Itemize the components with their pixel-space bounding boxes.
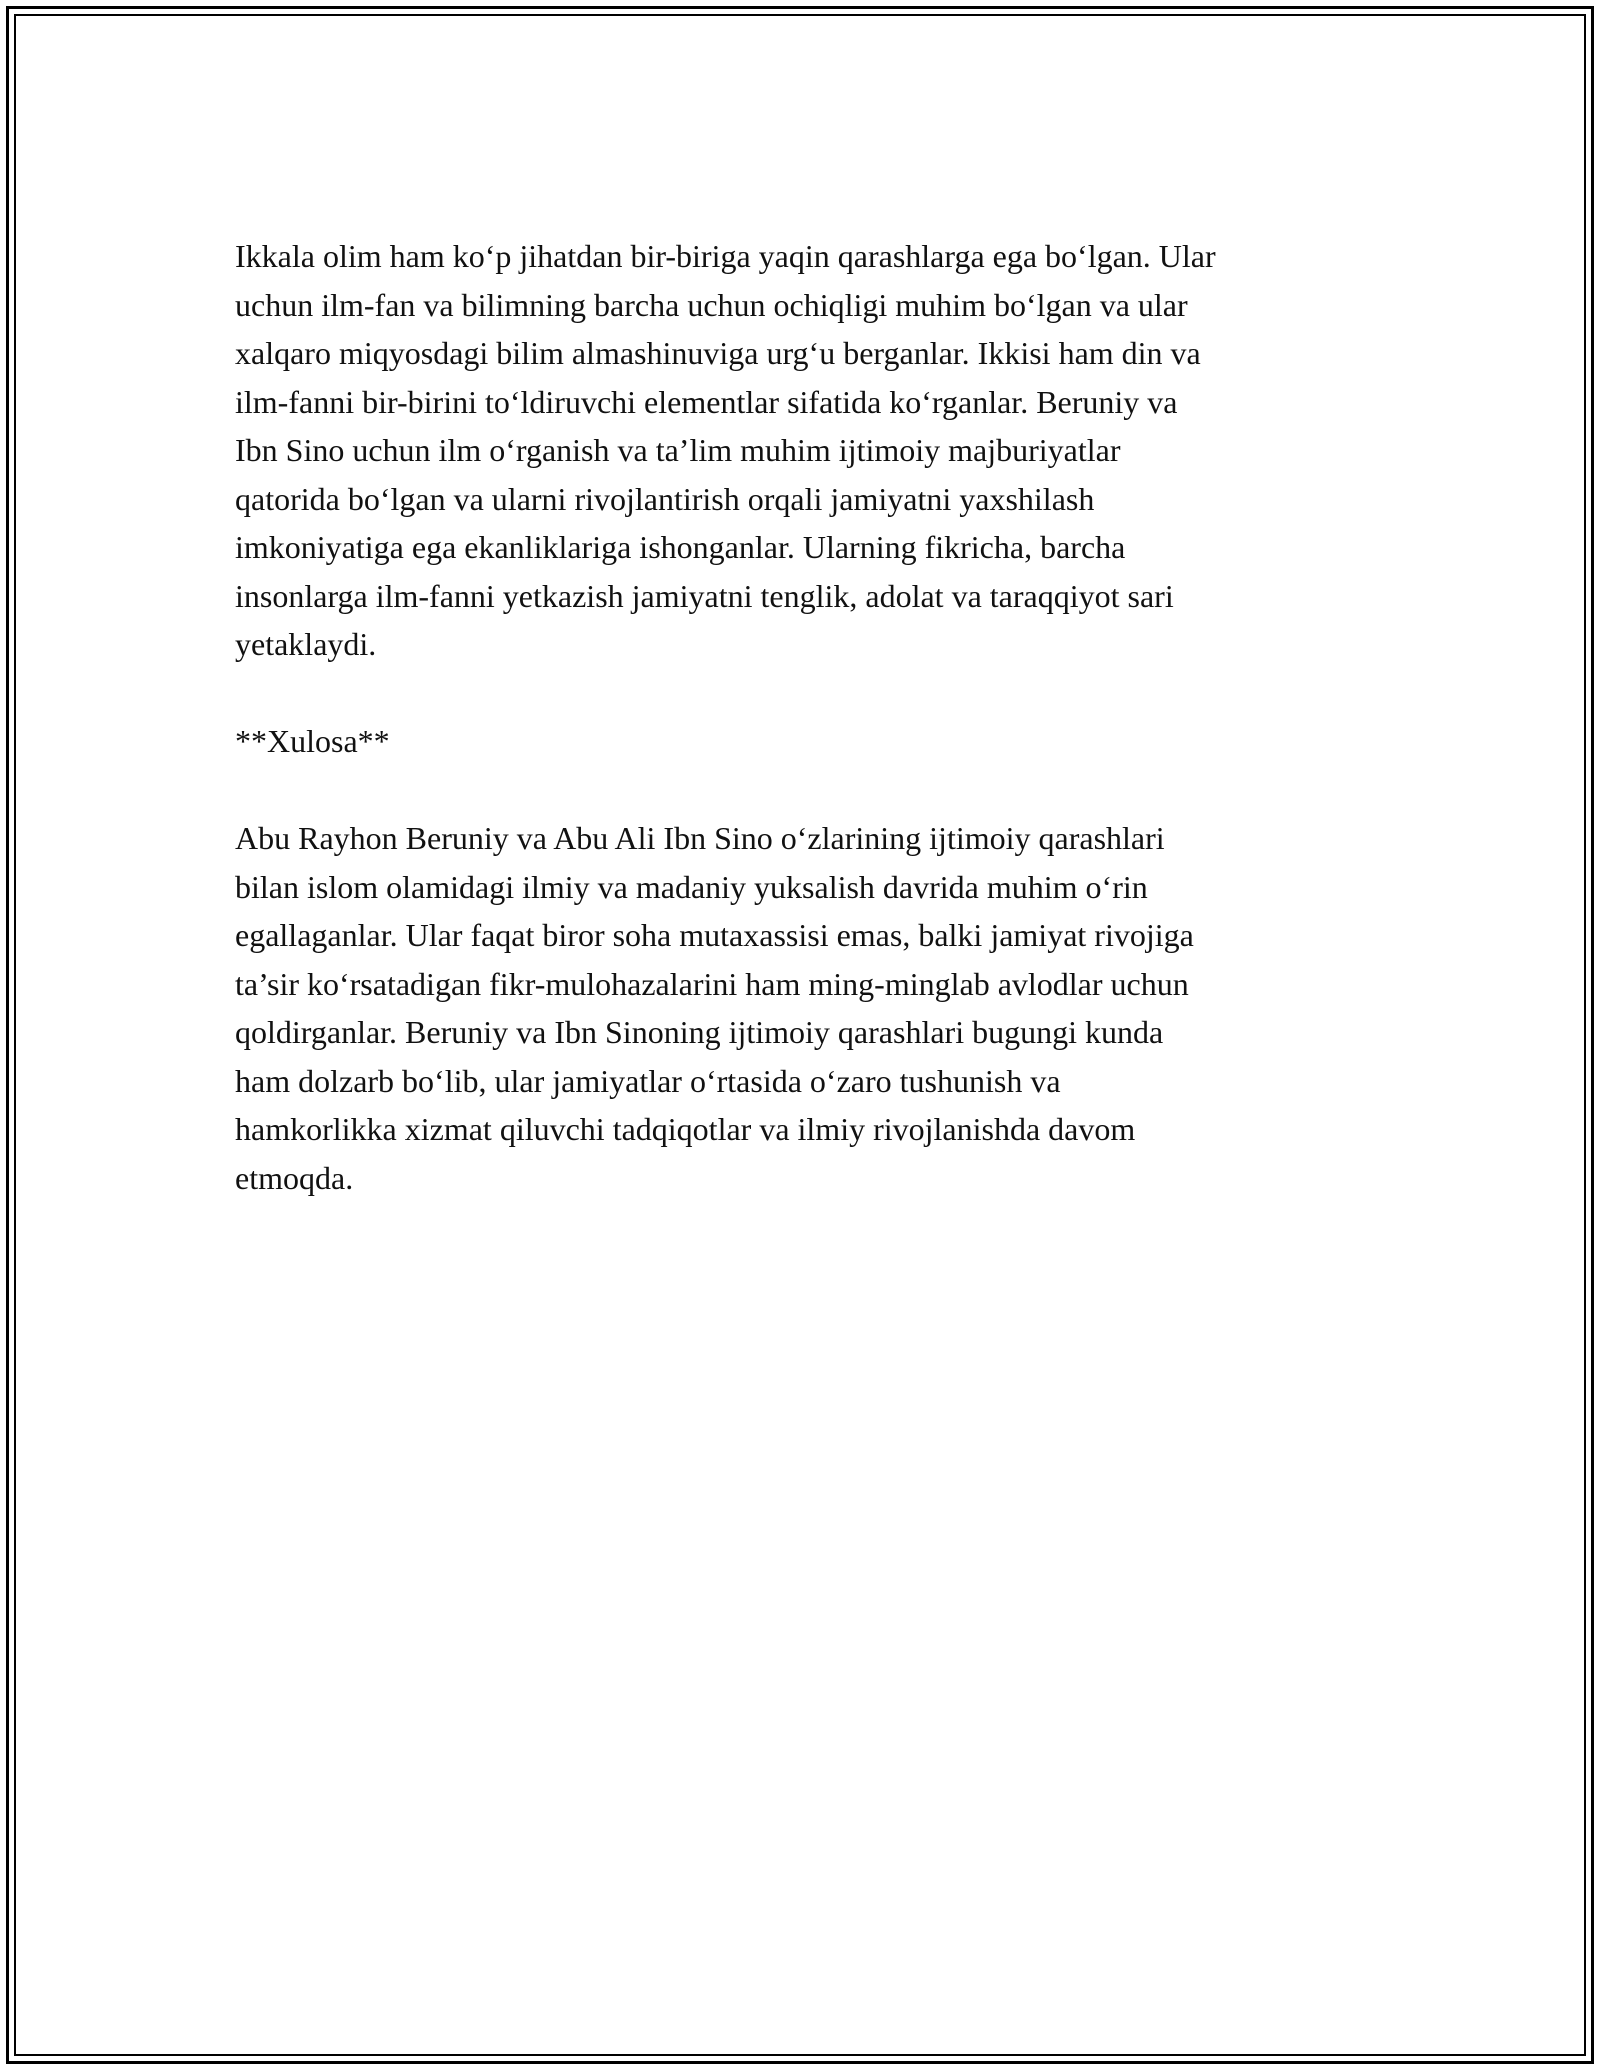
text-line: ham dolzarb boʻlib, ular jamiyatlar oʻrtasida oʻzaro tushunish va — [235, 1062, 1061, 1099]
document-body — [235, 232, 1365, 1202]
text-line: hamkorlikka xizmat qiluvchi tadqiqotlar va ilmiy rivojlanishda davom — [235, 1111, 1136, 1147]
text-line: ta’sir koʻrsatadigan fikr-mulohazalarini ham ming-minglab avlodlar uchun — [235, 965, 1189, 1002]
section-heading: **Xulosa** — [235, 723, 390, 759]
text-line: ilm-fanni bir-birini toʻldiruvchi elementlar sifatida koʻrganlar. Beruniy va — [235, 383, 1178, 420]
paragraph-spacer — [235, 766, 1365, 815]
text-line: etmoqda. — [235, 1159, 354, 1196]
text-line: egallaganlar. Ular faqat biror soha mutaxassisi emas, balki jamiyat rivojiga — [235, 917, 1194, 953]
text-line: Ibn Sino uchun ilm oʻrganish va ta’lim muhim ijtimoiy majburiyatlar — [235, 432, 1121, 468]
paragraph-conclusion — [235, 814, 1365, 1202]
text-line: uchun ilm-fan va bilimning barcha uchun ochiqligi muhim boʻlgan va ular — [235, 286, 1188, 323]
paragraph-spacer — [235, 669, 1365, 718]
text-line: imkoniyatiga ega ekanliklariga ishonganlar. Ularning fikricha, barcha — [235, 529, 1126, 565]
text-line: Ikkala olim ham koʻp jihatdan bir-biriga yaqin qarashlarga ega boʻlgan. Ular — [235, 238, 1216, 274]
text-line: qatorida boʻlgan va ularni rivojlantirish orqali jamiyatni yaxshilash — [235, 480, 1095, 517]
text-line: xalqaro miqyosdagi bilim almashinuviga urgʻu berganlar. Ikkisi ham din va — [235, 335, 1201, 371]
text-line: Abu Rayhon Beruniy va Abu Ali Ibn Sino oʻzlarining ijtimoiy qarashlari — [235, 820, 1165, 856]
text-line: qoldirganlar. Beruniy va Ibn Sinoning ijtimoiy qarashlari bugungi kunda — [235, 1014, 1164, 1050]
text-line: insonlarga ilm-fanni yetkazish jamiyatni tenglik, adolat va taraqqiyot sari — [235, 577, 1174, 614]
text-line: yetaklaydi. — [235, 626, 377, 662]
text-line: bilan islom olamidagi ilmiy va madaniy yuksalish davrida muhim oʻrin — [235, 868, 1148, 905]
paragraph-conclusion-intro — [235, 232, 1365, 669]
